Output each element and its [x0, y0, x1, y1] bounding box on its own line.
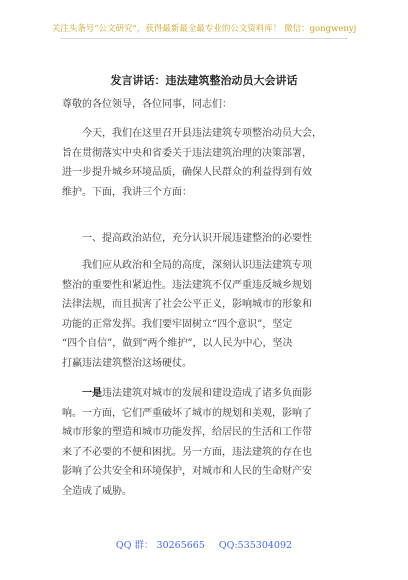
paragraph-line: 城市形象的塑造和城市功能发挥，给居民的生活和工作带 [62, 427, 312, 438]
paragraph-line: 整治的重要性和紧迫性。违法建筑不仅严重违反城乡规划 [62, 279, 312, 291]
first-line-rest: 违法建筑对城市的发展和建设造成了诸多负面影 [102, 388, 312, 399]
footer-qq-group: QQ 群： 30265665 [115, 540, 205, 551]
paragraph-line: 维护。下面，我讲三个方面： [62, 186, 192, 198]
body-paragraph-2 [62, 384, 352, 501]
paragraph-line: 旨在贯彻落实中央和省委关于违法建筑治理的决策部署， [62, 147, 312, 159]
paragraph-line: 打赢违法建筑整治这场硬仗。 [62, 357, 192, 369]
paragraph-line: 全造成了威胁。 [62, 485, 132, 497]
paragraph-line: “四个自信”，做到“两个维护”，以人民为中心，坚决 [62, 338, 293, 349]
header-divider [60, 38, 348, 39]
document-title: 发言讲话：违法建筑整治动员大会讲话 [110, 74, 298, 87]
paragraph-line: 我们应从政治和全局的高度，深刻认识违法建筑专项 [82, 260, 312, 271]
header-promo-text: 关注头条号“公文研究”，获得最新最全最专业的公文资料库！ 微信：gongwenyj [51, 24, 357, 34]
bold-lead-phrase: 一是 [82, 388, 102, 399]
paragraph-line: 影响了公共安全和环境保护，对城市和人民的生命财产安 [62, 466, 312, 477]
paragraph-line: 今天，我们在这里召开县违法建筑专项整治动员大会， [82, 128, 322, 139]
paragraph-first-line [62, 384, 352, 404]
greeting-line: 尊敬的各位领导，各位同事，同志们： [62, 99, 232, 110]
intro-paragraph [62, 124, 352, 202]
paragraph-line: 进一步提升城乡环境品质，确保人民群众的利益得到有效 [62, 167, 312, 178]
section-heading-1: 一、提高政治站位，充分认识开展违建整治的必要性 [82, 233, 312, 244]
body-paragraph-1 [62, 256, 352, 373]
paragraph-line: 来了不必要的不便和困扰。另一方面，违法建筑的存在也 [62, 446, 312, 458]
footer-qq-number: QQ:535304092 [218, 540, 293, 551]
paragraph-line: 响。一方面，它们严重破坏了城市的规划和美观，影响了 [62, 407, 312, 419]
paragraph-line: 功能的正常发挥。我们要牢固树立“四个意识”，坚定 [62, 318, 293, 330]
paragraph-line: 法律法规，而且损害了社会公平正义，影响城市的形象和 [62, 299, 312, 310]
page-footer [0, 540, 408, 552]
page-header [0, 0, 408, 38]
